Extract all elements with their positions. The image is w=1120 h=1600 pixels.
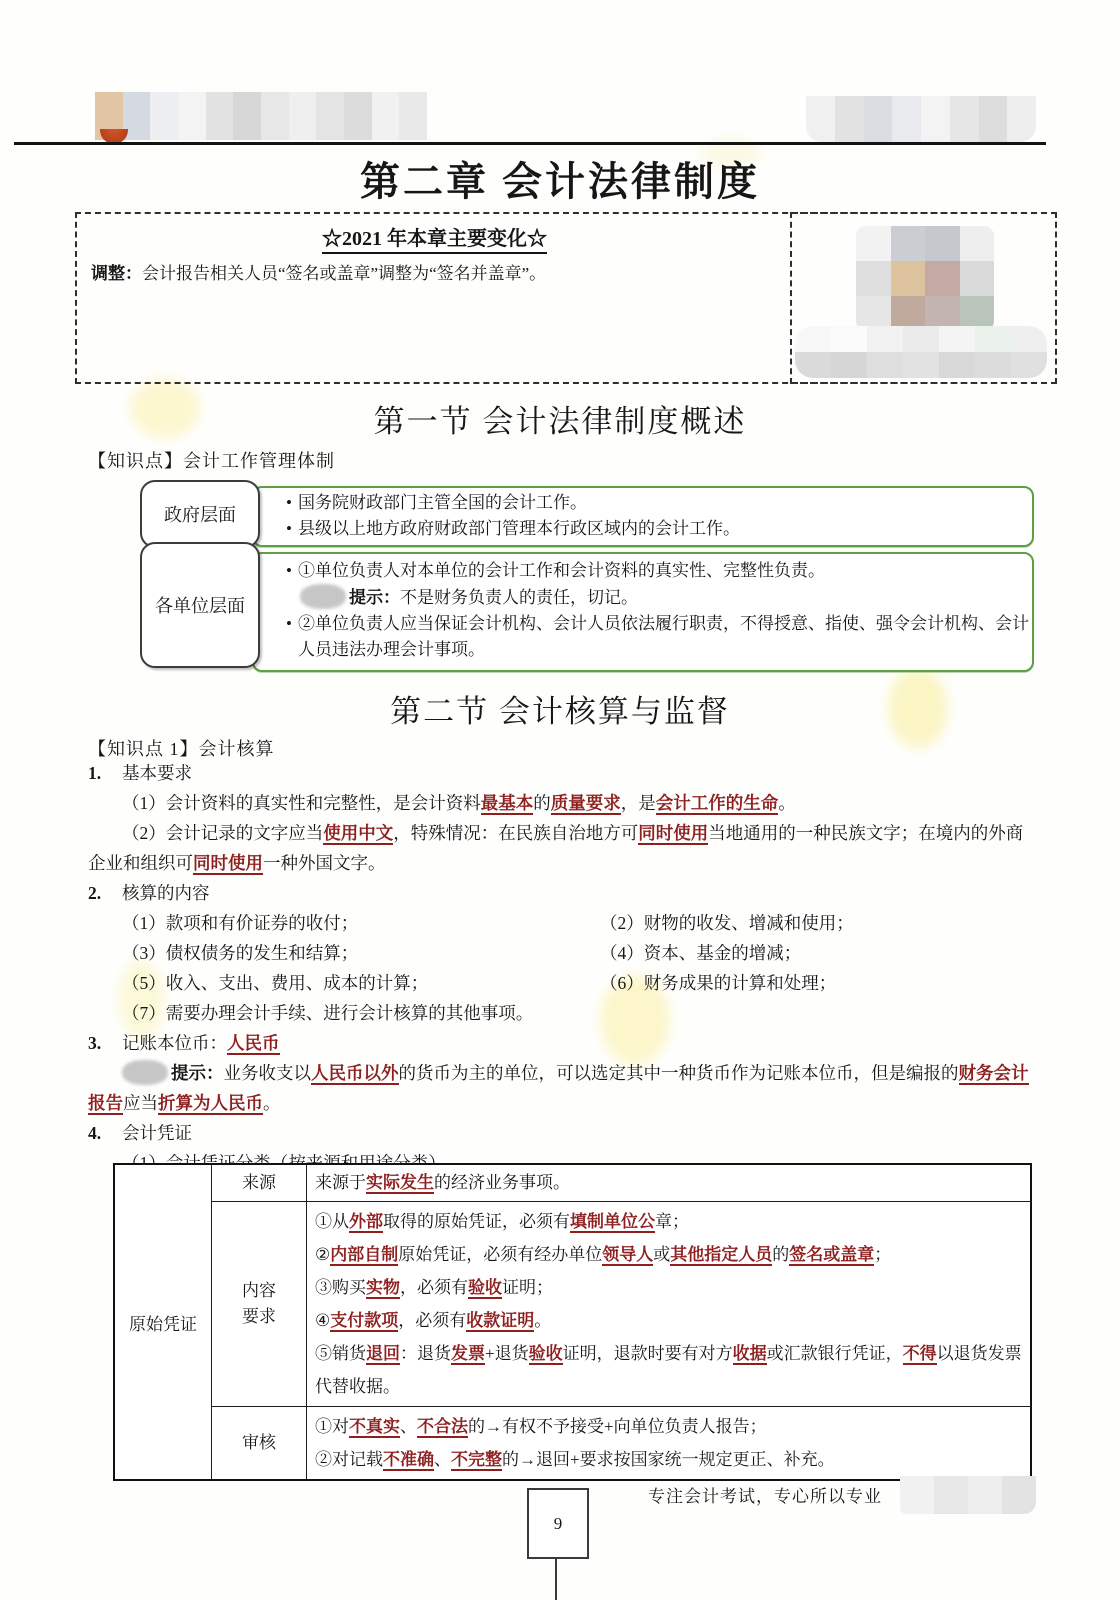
label-text: 内容要求 — [242, 1281, 276, 1326]
diagram-line: • 县级以上地方政府财政部门管理本行政区域内的会计工作。 — [286, 519, 740, 538]
content-cell: （2）财物的收发、增减和使用； — [600, 913, 854, 933]
diagram-line: • ①单位负责人对本单位的会计工作和会计资料的真实性、完整性负责。 — [286, 561, 825, 580]
knowledge-point-1: 【知识点】会计工作管理体制 — [88, 451, 335, 471]
item-number: 2. — [88, 883, 102, 903]
list-item — [88, 758, 1040, 788]
chapter-title: 第二章 会计法律制度 — [360, 159, 760, 204]
item-tip-paragraph: 提示：业务收支以人民币以外的货币为主的单位，可以选定其中一种货币作为记账本位币，但是编报的财务会计报告应当折算为人民币。 — [88, 1058, 1040, 1118]
redacted-header-right — [806, 96, 1036, 142]
item-number: 3. — [88, 1033, 102, 1053]
page-number-stem — [555, 1557, 557, 1600]
diagram-tip-line: 提示：不是财务负责人的责任，切记。 — [254, 584, 1032, 611]
table-line: ②对记载不准确、不完整的→退回+要求按国家统一规定更正、补充。 — [315, 1450, 835, 1469]
table-label-review — [212, 1407, 307, 1481]
item-number: 4. — [88, 1123, 102, 1143]
redacted-photo-box — [790, 212, 1057, 384]
table-line: ①对不真实、不合法的→有权不予接受+向单位负责人报告； — [315, 1417, 767, 1436]
list-item — [88, 878, 1040, 908]
table-cell-review — [307, 1407, 1032, 1481]
item-number: 1. — [88, 763, 102, 783]
table-label-requirements — [212, 1202, 307, 1407]
management-system-diagram — [0, 480, 1120, 685]
pixelated-photo — [856, 226, 994, 331]
content-cell: （5）收入、支出、费用、成本的计算； — [122, 973, 429, 993]
item-paragraph: （2）会计记录的文字应当使用中文，特殊情况：在民族自治地方可同时使用当地通用的一种民族文字；在境内的外商企业和组织可同时使用一种外国文字。 — [88, 823, 1024, 873]
content-cell: （1）款项和有价证券的收付； — [122, 913, 359, 933]
label-text: 来源 — [242, 1173, 276, 1192]
changes-text-area — [77, 214, 792, 287]
item-paragraph: （7）需要办理会计手续、进行会计核算的其他事项。 — [122, 1003, 534, 1023]
page-number: 9 — [553, 1513, 563, 1533]
changes-body: 调整：会计报告相关人员“签名或盖章”调整为“签名并盖章”。 — [91, 264, 547, 283]
table-cell-source — [307, 1164, 1032, 1202]
table-cell-requirements — [307, 1202, 1032, 1407]
item-title: 核算的内容 — [122, 883, 210, 903]
unit-level-content — [252, 552, 1034, 672]
diagram-line: • ②单位负责人应当保证会计机构、会计人员依法履行职责，不得授意、指使、强令会计机构、会计人员违法办理会计事项。 — [286, 614, 1029, 659]
pixelated-blocks — [95, 92, 427, 140]
table-line: ⑤销货退回：退货发票+退货验收证明，退款时要有对方收据或汇款银行凭证，不得以退货发票代替收据。 — [315, 1344, 1022, 1396]
footer-slogan: 专注会计考试，专心所以专业 — [648, 1487, 882, 1506]
unit-level-label: 各单位层面 — [140, 542, 260, 668]
table-line: 来源于实际发生的经济业务事项。 — [315, 1173, 570, 1192]
redacted-footer-block — [900, 1476, 1036, 1514]
page-number-box — [527, 1488, 589, 1559]
content-two-columns — [88, 908, 1040, 998]
voucher-classification-table — [113, 1163, 1032, 1481]
table-row-header: 原始凭证 — [114, 1164, 212, 1480]
content-cell: （3）债权债务的发生和结算； — [122, 943, 359, 963]
numbered-list — [88, 758, 1040, 1178]
table-line: ②内部自制原始凭证，必须有经办单位领导人或其他指定人员的签名或盖章； — [315, 1245, 892, 1264]
knowledge-point-2: 【知识点 1】会计核算 — [88, 739, 275, 759]
redacted-logo-strip — [95, 92, 427, 140]
pixelated-blocks — [900, 1476, 1036, 1514]
item-title: 基本要求 — [122, 763, 192, 783]
gov-level-label: 政府层面 — [140, 480, 260, 548]
content-cell: （4）资本、基金的增减； — [600, 943, 802, 963]
chapter-changes-box — [75, 212, 1057, 384]
list-item — [88, 1028, 1040, 1058]
item-title: 记账本位币：人民币 — [122, 1033, 280, 1053]
item-title: 会计凭证 — [122, 1123, 192, 1143]
section2-title: 第二节 会计核算与监督 — [390, 694, 730, 729]
header-divider — [14, 142, 1046, 145]
pixelated-blocks — [806, 96, 1036, 142]
content-cell: （6）财务成果的计算和处理； — [600, 973, 837, 993]
section1-title: 第一节 会计法律制度概述 — [373, 404, 747, 439]
changes-title: ☆2021 年本章主要变化☆ — [322, 222, 547, 254]
table-line: ③购买实物，必须有验收证明； — [315, 1278, 553, 1297]
label-text: 审核 — [242, 1433, 276, 1452]
table-label-source — [212, 1164, 307, 1202]
pixelated-photo-base — [795, 326, 1047, 378]
list-item — [88, 1118, 1040, 1148]
table-line: ④支付款项，必须有收款证明。 — [315, 1311, 552, 1330]
item-paragraph: （1）会计资料的真实性和完整性，是会计资料最基本的质量要求，是会计工作的生命。 — [122, 793, 796, 813]
table-line: ①从外部取得的原始凭证，必须有填制单位公章； — [315, 1212, 689, 1231]
gov-level-content — [252, 486, 1034, 547]
diagram-line: • 国务院财政部门主管全国的会计工作。 — [286, 493, 587, 512]
